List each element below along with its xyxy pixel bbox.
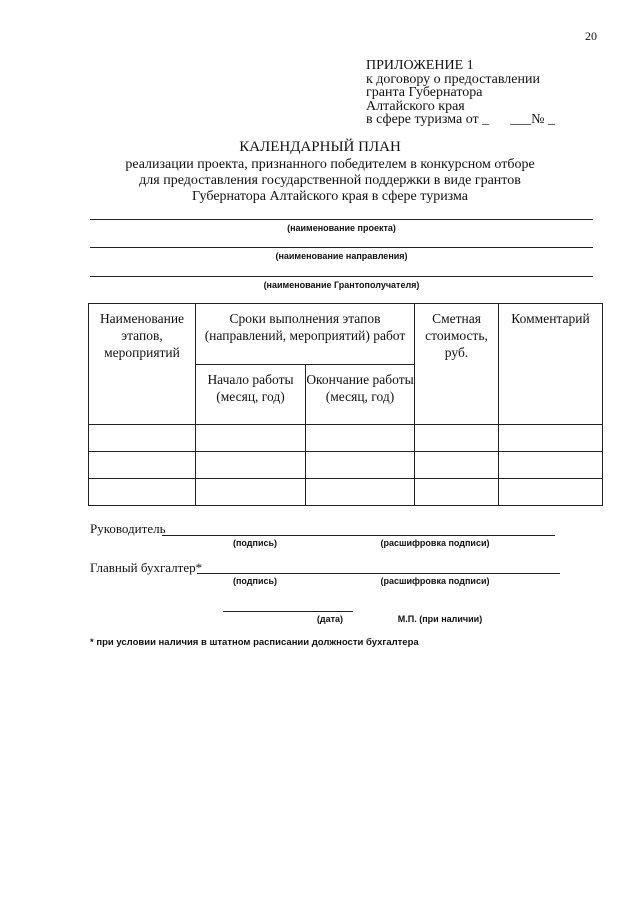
table-cell[interactable] <box>415 479 499 506</box>
header-stages: Наименование этапов, мероприятий <box>89 304 196 425</box>
appendix-block <box>366 59 555 127</box>
calendar-plan-table <box>88 303 603 506</box>
plan-title: КАЛЕНДАРНЫЙ ПЛАН <box>239 139 401 155</box>
header-end: Окончание работы (месяц, год) <box>306 365 415 425</box>
table-cell[interactable] <box>306 479 415 506</box>
date-caption: (дата) <box>316 614 344 624</box>
table-cell[interactable] <box>415 452 499 479</box>
recipient-name-caption: (наименование Грантополучателя) <box>263 280 420 290</box>
table-row <box>89 452 603 479</box>
header-terms: Сроки выполнения этапов (направлений, мероприятий) работ <box>196 304 415 365</box>
appendix-line: к договору о предоставлении <box>366 71 540 87</box>
direction-name-line[interactable] <box>90 247 593 248</box>
table-cell[interactable] <box>196 425 306 452</box>
table-cell[interactable] <box>499 425 603 452</box>
seal-caption: М.П. (при наличии) <box>397 614 483 624</box>
project-name-caption: (наименование проекта) <box>287 223 396 233</box>
head-signature-line[interactable] <box>162 535 555 536</box>
table-cell[interactable] <box>196 479 306 506</box>
appendix-line: Алтайского края <box>366 98 465 114</box>
footnote: * при условии наличия в штатном расписании должности бухгалтера <box>90 637 419 648</box>
date-line[interactable] <box>223 611 353 612</box>
plan-subtitle: реализации проекта, признанного победителем в конкурсном отборе для предоставления государственной поддержки в виде грантов Губернатора Алтайского края в сфере туризма <box>125 157 535 204</box>
direction-name-caption: (наименование направления) <box>275 251 408 261</box>
table-cell[interactable] <box>306 425 415 452</box>
table-cell[interactable] <box>89 425 196 452</box>
project-name-line[interactable] <box>90 219 593 220</box>
head-label: Руководитель <box>90 521 166 536</box>
accountant-decoding-caption: (расшифровка подписи) <box>380 576 490 586</box>
accountant-signature-line[interactable] <box>197 573 560 574</box>
header-cost: Сметная стоимость, руб. <box>415 304 499 425</box>
header-comment: Комментарий <box>499 304 603 425</box>
table-row <box>89 479 603 506</box>
recipient-name-line[interactable] <box>90 276 593 277</box>
head-signature-caption: (подпись) <box>232 538 278 548</box>
table-cell[interactable] <box>89 479 196 506</box>
table-cell[interactable] <box>306 452 415 479</box>
page-number: 20 <box>585 29 597 43</box>
appendix-line: в сфере туризма от _ ___№ _ <box>366 112 556 127</box>
table-cell[interactable] <box>499 479 603 506</box>
accountant-label: Главный бухгалтер* <box>90 560 203 575</box>
table-cell[interactable] <box>499 452 603 479</box>
table-cell[interactable] <box>415 425 499 452</box>
header-start: Начало работы (месяц, год) <box>196 365 306 425</box>
head-decoding-caption: (расшифровка подписи) <box>380 538 490 548</box>
table-cell[interactable] <box>196 452 306 479</box>
table-row <box>89 425 603 452</box>
appendix-title: ПРИЛОЖЕНИЕ 1 <box>366 58 474 73</box>
accountant-signature-caption: (подпись) <box>232 576 278 586</box>
table-cell[interactable] <box>89 452 196 479</box>
appendix-line: гранта Губернатора <box>366 85 483 100</box>
